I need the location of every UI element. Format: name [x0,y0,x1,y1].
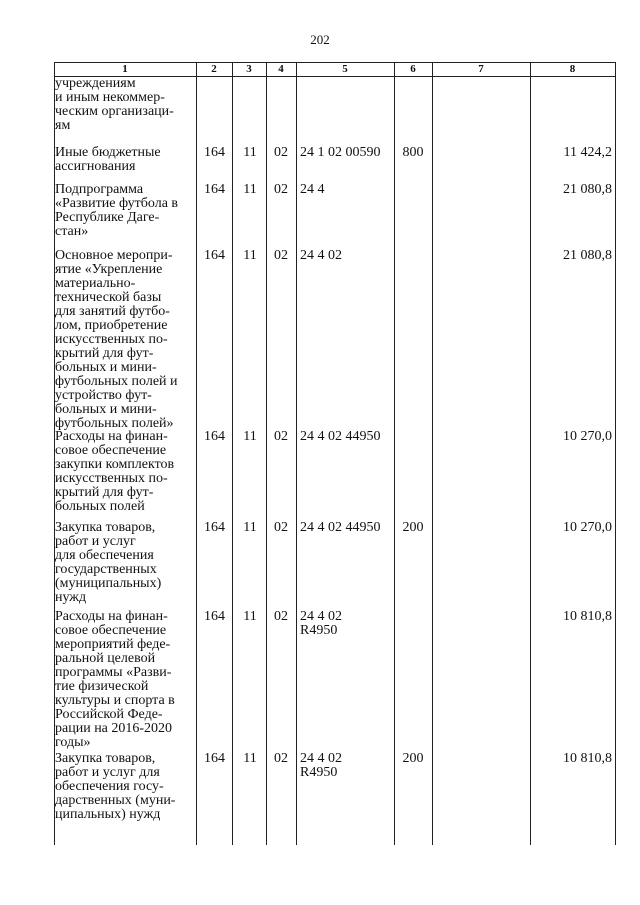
column-header: 7 [478,63,484,75]
csr-code [300,249,392,263]
name-line: технической базы [55,290,162,305]
name-line: стан» [55,224,89,239]
csr-line: 24 4 [300,182,325,197]
name-line: «Развитие футбола в [55,196,179,211]
name-line: лом, приобретение [55,318,168,333]
name-line: работ и услуг для [55,765,160,780]
name-line: Основное меропри- [55,248,173,263]
name-line: государственных [55,562,157,577]
row-name [55,183,197,239]
name-line: искусственных по- [55,471,168,486]
name-line: работ и услуг [55,534,136,549]
name-line: ципальных) нужд [55,807,161,822]
csr-line: R4950 [300,623,338,638]
name-line: устройство фут- [55,388,152,403]
rz-code: 11 [243,609,257,624]
gr-code: 164 [204,520,225,535]
rz-code: 11 [243,520,257,535]
name-line: тие физической [55,679,149,694]
column-divider [530,62,531,845]
row-name [55,77,197,133]
column-header: 4 [278,63,284,75]
name-line: больных и мини- [55,360,157,375]
column-divider [232,62,233,845]
name-line: годы» [55,735,91,750]
csr-line: 24 4 02 [300,609,342,624]
pr-code: 02 [274,182,288,197]
name-line: футбольных полей» [55,416,174,431]
name-line: Республике Даге- [55,210,160,225]
column-header: 5 [342,63,348,75]
csr-line: R4950 [300,765,338,780]
name-line: совое обеспечение [55,443,167,458]
row-name [55,146,197,174]
name-line: ятие «Укрепление [55,262,163,277]
rz-code: 11 [243,145,257,160]
amount: 11 424,2 [563,145,612,160]
name-line: Иные бюджетные [55,145,161,160]
csr-code [300,610,392,638]
csr-code [300,430,392,444]
name-line: (муниципальных) [55,576,162,591]
column-header: 6 [410,63,416,75]
name-line: Закупка товаров, [55,751,156,766]
gr-code: 164 [204,182,225,197]
column-divider [432,62,433,845]
name-line: Закупка товаров, [55,520,156,535]
pr-code: 02 [274,609,288,624]
name-line: ральной целевой [55,651,156,666]
amount: 21 080,8 [563,248,612,263]
csr-line: 24 4 02 [300,751,342,766]
name-line: обеспечения госу- [55,779,164,794]
csr-line: 24 4 02 [300,248,342,263]
name-line: крытий для фут- [55,485,154,500]
name-line: культуры и спорта в [55,693,175,708]
rz-code: 11 [243,182,257,197]
rz-code: 11 [243,248,257,263]
name-line: и иным некоммер- [55,90,165,105]
name-line: Расходы на финан- [55,609,168,624]
name-line: рации на 2016-2020 [55,721,173,736]
csr-code [300,183,392,197]
column-divider [266,62,267,845]
row-name [55,430,197,514]
name-line: футбольных полей и [55,374,178,389]
column-header: 1 [122,63,128,75]
amount: 10 810,8 [563,751,612,766]
csr-code [300,521,392,535]
csr-line: 24 4 02 44950 [300,429,381,444]
column-header: 3 [246,63,252,75]
vr-code: 200 [402,520,424,535]
rz-code: 11 [243,429,257,444]
row-name [55,249,197,431]
gr-code: 164 [204,751,225,766]
name-line: дарственных (муни- [55,793,176,808]
column-header: 2 [211,63,217,75]
csr-line: 24 1 02 00590 [300,145,381,160]
amount: 21 080,8 [563,182,612,197]
name-line: материально- [55,276,136,291]
name-line: закупки комплектов [55,457,175,472]
gr-code: 164 [204,145,225,160]
name-line: учреждениям [55,76,136,91]
gr-code: 164 [204,429,225,444]
row-name [55,521,197,605]
rz-code: 11 [243,751,257,766]
name-line: больных и мини- [55,402,157,417]
name-line: ческим организаци- [55,104,174,119]
name-line: крытий для фут- [55,346,154,361]
amount: 10 810,8 [563,609,612,624]
pr-code: 02 [274,520,288,535]
column-header: 8 [569,63,576,75]
name-line: искусственных по- [55,332,168,347]
gr-code: 164 [204,609,225,624]
column-divider [615,62,616,845]
column-divider [296,62,297,845]
vr-code: 800 [402,145,424,160]
name-line: ям [55,118,71,133]
name-line: Российской Феде- [55,707,163,722]
name-line: для обеспечения [55,548,154,563]
column-divider [394,62,395,845]
name-line: больных полей [55,499,145,514]
name-line: для занятий футбо- [55,304,170,319]
csr-code [300,146,392,160]
name-line: Подпрограмма [55,182,144,197]
amount: 10 270,0 [563,520,612,535]
name-line: нужд [55,590,87,605]
csr-code [300,752,392,780]
budget-table [54,62,616,845]
pr-code: 02 [274,248,288,263]
page-number: 202 [310,32,330,47]
name-line: Расходы на финан- [55,429,168,444]
name-line: совое обеспечение [55,623,167,638]
vr-code: 200 [402,751,424,766]
amount: 10 270,0 [563,429,612,444]
pr-code: 02 [274,751,288,766]
name-line: мероприятий феде- [55,637,171,652]
row-name [55,752,197,822]
gr-code: 164 [204,248,225,263]
row-name [55,610,197,750]
name-line: ассигнования [55,159,136,174]
pr-code: 02 [274,429,288,444]
pr-code: 02 [274,145,288,160]
name-line: программы «Разви- [55,665,172,680]
csr-line: 24 4 02 44950 [300,520,381,535]
